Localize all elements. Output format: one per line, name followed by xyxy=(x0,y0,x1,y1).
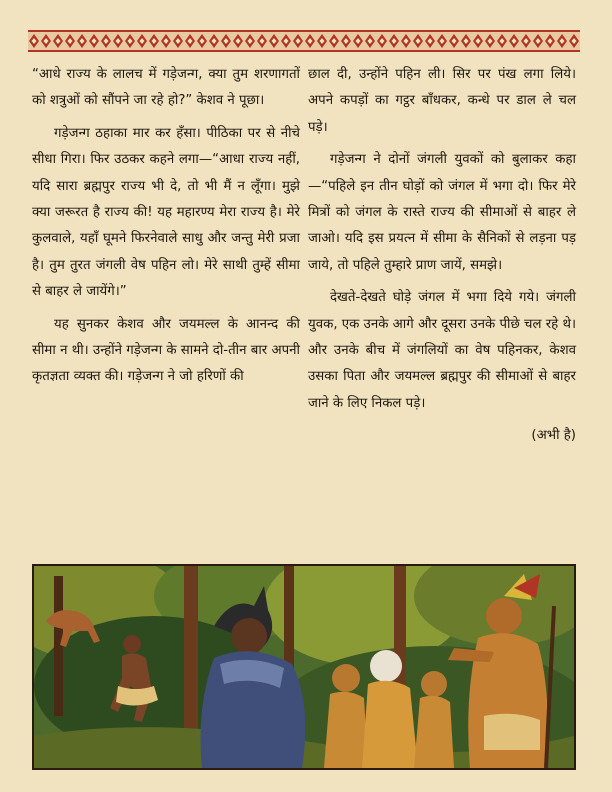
paragraph: यह सुनकर केशव और जयमल्ल के आनन्द की सीमा न थी। उन्होंने गड़ेजन्ग के सामने दो-तीन बार अपनी कृतज्ञता व्यक्त की। गड़ेजन्ग ने जो हरिणों की xyxy=(32,316,300,385)
forest-illustration xyxy=(32,564,576,770)
left-text-column xyxy=(32,62,300,397)
continued-note: (अभी है) xyxy=(531,428,576,444)
paragraph: “आधे राज्य के लालच में गड़ेजन्ग, क्या तुम शरणागतों को शत्रुओं को सौंपने जा रहे हो?” केशव ने पूछा। xyxy=(32,67,300,109)
paragraph: गड़ेजन्ग ने दोनों जंगली युवकों को बुलाकर कहा—“पहिले इन तीन घोड़ों को जंगल में भगा दो। फिर मेरे मित्रों को जंगल के रास्ते राज्य की सीमाओं से बाहर ले जाओ। यदि इस प्रयत्न में सीमा के सैनिकों से लड़ना पड़ जाये, तो पहिले तुम्हारे प्राण जायें, समझे। xyxy=(308,152,576,273)
decorative-border xyxy=(28,30,580,52)
paragraph: गड़ेजन्ग ठहाका मार कर हँसा। पीठिका पर से नीचे सीधा गिरा। फिर उठकर कहने लगा—“आधा राज्य नहीं, यदि सारा ब्रह्मपुर राज्य भी दे, तो भी मैं न लूँगा। मुझे क्या जरूरत है राज्य की! यह महारण्य मेरा राज्य है। मेरे कुलवाले, यहाँ घूमने फिरनेवाले साधु और जन्तु मेरी प्रजा है। तुम तुरत जंगली वेष पहिन लो। मेरे साथी तुम्हें सीमा से बाहर ले जायेंगे।” xyxy=(32,125,300,300)
right-text-column xyxy=(308,62,576,450)
paragraph: छाल दी, उन्होंने पहिन ली। सिर पर पंख लगा लिये। अपने कपड़ों का गट्ठर बाँधकर, कन्धे पर डाल ले चल पड़े। xyxy=(308,67,576,135)
paragraph: देखते-देखते घोड़े जंगल में भगा दिये गये। जंगली युवक, एक उनके आगे और दूसरा उनके पीछे चल रहे थे। और उनके बीच में जंगलियों का वेष पहिनकर, केशव उसका पिता और जयमल्ल ब्रह्मपुर की सीमाओं से बाहर जाने के लिए निकल पड़े। xyxy=(308,290,576,411)
